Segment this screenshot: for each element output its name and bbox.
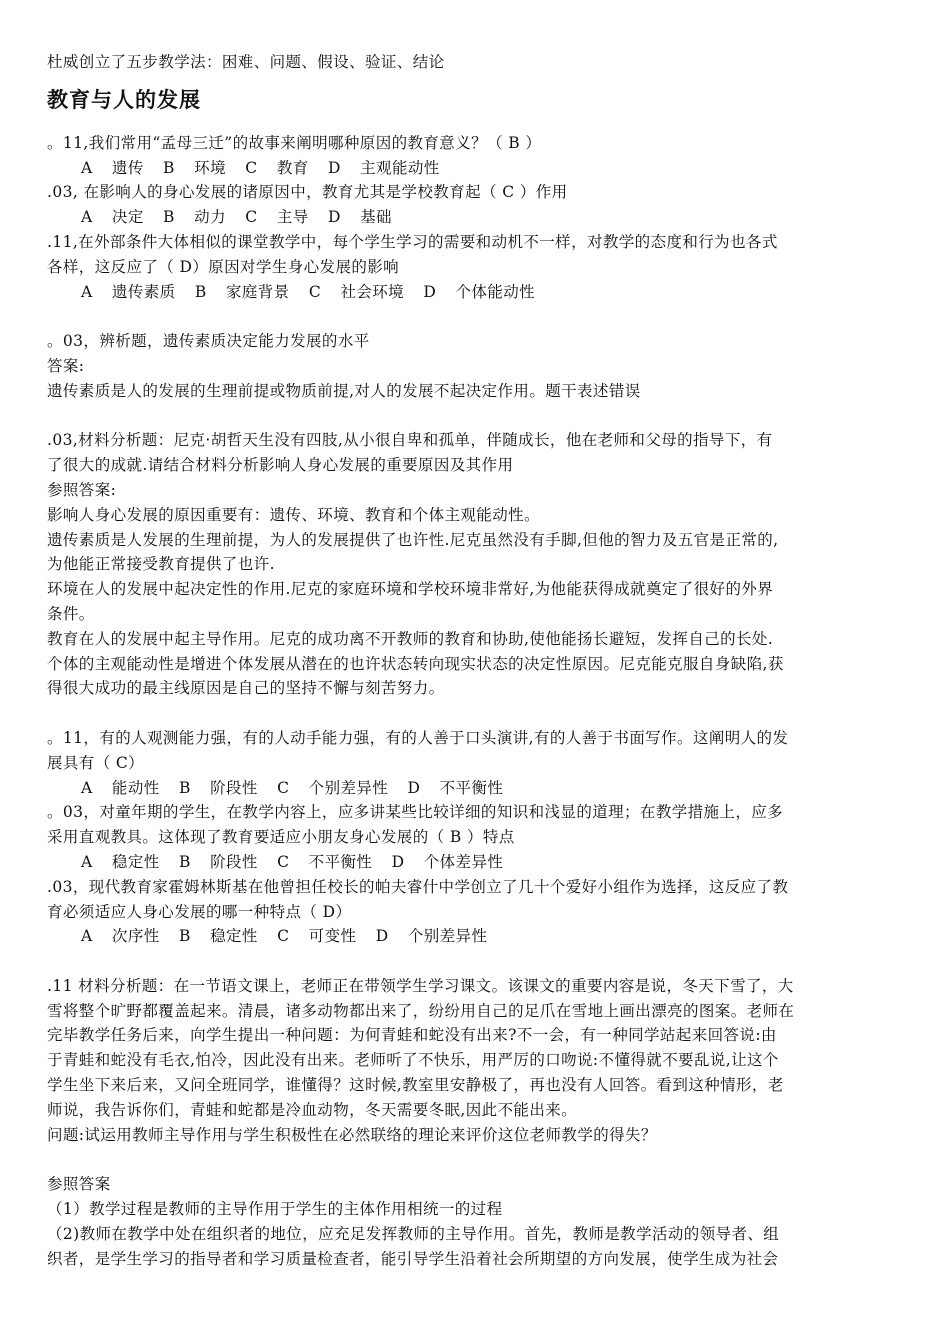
spacer: [47, 1147, 907, 1172]
question-9: [47, 974, 907, 1272]
question-text: 问题:试运用教师主导作用与学生积极性在必然联络的理论来评价这位老师教学的得失？: [47, 1125, 657, 1144]
section-title: 教育与人的发展: [47, 87, 201, 112]
question-stem-line: 。03，对童年期的学生，在教学内容上，应多讲某些比较详细的知识和浅显的道理；在教学措施上，应多: [47, 803, 784, 822]
question-3: [47, 230, 907, 304]
answer-label: 答案:: [47, 356, 85, 375]
answer-label: 参照答案:: [47, 480, 117, 499]
question-stem-line: 采用直观教具。这体现了教育要适应小朋友身心发展的（ B ）特点: [47, 828, 515, 847]
question-stem-line: .03,材料分析题：尼克·胡哲天生没有四肢,从小很自卑和孤单，伴随成长，他在老师和父母的指导下，有: [47, 431, 773, 450]
material-line: 师说，我告诉你们，青蛙和蛇都是冷血动物，冬天需要冬眠,因此不能出来。: [47, 1100, 578, 1119]
question-1: [47, 131, 907, 181]
question-options: A 遗传 B 环境 C 教育 D 主观能动性: [81, 158, 440, 177]
question-stem-line: 展具有（ C）: [47, 753, 145, 772]
answer-text: 织者，是学生学习的指导者和学习质量检查者，能引导学生沿着社会所期望的方向发展，使学生成为社会: [47, 1249, 779, 1268]
answer-text: 得很大成功的最主线原因是自己的坚持不懈与刻苦努力。: [47, 679, 445, 698]
answer-text: 教育在人的发展中起主导作用。尼克的成功离不开教师的教育和协助,使他能扬长避短，发挥自己的长处.: [47, 629, 774, 648]
question-5: [47, 428, 907, 701]
answer-text: 遗传素质是人的发展的生理前提或物质前提,对人的发展不起决定作用。题干表述错误: [47, 381, 641, 400]
material-line: 学生坐下来后来，又问全班同学，谁懂得？这时候,教室里安静极了，再也没有人回答。看到这种情形，老: [47, 1076, 784, 1095]
question-8: [47, 875, 907, 949]
question-stem-line: 。11，有的人观测能力强，有的人动手能力强，有的人善于口头演讲,有的人善于书面写作。这阐明人的发: [47, 728, 789, 747]
question-options: A 决定 B 动力 C 主导 D 基础: [81, 208, 392, 227]
question-stem-line: 了很大的成就.请结合材料分析影响人身心发展的重要原因及其作用: [47, 456, 514, 475]
material-line: 完毕教学任务后来，向学生提出一种问题：为何青蛙和蛇没有出来?不一会，有一种同学站起来回答说:由: [47, 1026, 777, 1045]
question-options: A 能动性 B 阶段性 C 个别差异性 D 不平衡性: [81, 778, 504, 797]
answer-text: 个体的主观能动性是增进个体发展从潜在的也许状态转向现实状态的决定性原因。尼克能克服自身缺陷,获: [47, 654, 784, 673]
question-4: [47, 329, 907, 403]
spacer: [47, 304, 907, 329]
spacer: [47, 949, 907, 974]
question-stem-line: 育必须适应人身心发展的哪一种特点（ D）: [47, 902, 352, 921]
spacer: [47, 701, 907, 726]
question-stem-line: .11,在外部条件大体相似的课堂教学中，每个学生学习的需要和动机不一样，对教学的态度和行为也各式: [47, 232, 778, 251]
question-7: [47, 800, 907, 874]
question-options: A 稳定性 B 阶段性 C 不平衡性 D 个体差异性: [81, 852, 504, 871]
spacer: [47, 404, 907, 429]
question-stem: .03, 在影响人的身心发展的诸原因中，教育尤其是学校教育起（ C ）作用: [47, 183, 568, 202]
answer-text: （1）教学过程是教师的主导作用于学生的主体作用相统一的过程: [47, 1200, 503, 1219]
answer-text: （2)教师在教学中处在组织者的地位，应充足发挥教师的主导作用。首先，教师是教学活动的领导者、组: [47, 1224, 780, 1243]
question-stem: 。11,我们常用“孟母三迁”的故事来阐明哪种原因的教育意义？（ B ）: [47, 133, 542, 152]
question-6: [47, 726, 907, 800]
answer-text: 条件。: [47, 604, 95, 623]
answer-text: 遗传素质是人发展的生理前提，为人的发展提供了也许性.尼克虽然没有手脚,但他的智力及五官是正常的,: [47, 530, 779, 549]
question-options: A 遗传素质 B 家庭背景 C 社会环境 D 个体能动性: [81, 282, 536, 301]
question-stem-line: .03，现代教育家霍姆林斯基在他曾担任校长的帕夫睿什中学创立了几十个爱好小组作为选择，这反应了教: [47, 877, 789, 896]
document-page: [47, 50, 907, 1271]
question-stem-line: 各样，这反应了（ D）原因对学生身心发展的影响: [47, 257, 400, 276]
question-2: [47, 180, 907, 230]
material-line: .11 材料分析题：在一节语文课上，老师正在带领学生学习课文。该课文的重要内容是说，冬天下雪了，大: [47, 976, 794, 995]
material-line: 于青蛙和蛇没有毛衣,怕冷，因此没有出来。老师听了不快乐，用严厉的口吻说:不懂得就不要乱说,让这个: [47, 1051, 779, 1070]
answer-text: 环境在人的发展中起决定性的作用.尼克的家庭环境和学校环境非常好,为他能获得成就奠定了很好的外界: [47, 580, 774, 599]
answer-text: 影响人身心发展的原因重要有：遗传、环境、教育和个体主观能动性。: [47, 505, 540, 524]
answer-label: 参照答案: [47, 1175, 111, 1194]
material-line: 雪将整个旷野都覆盖起来。清晨，诸多动物都出来了，纷纷用自己的足爪在雪地上画出漂亮的图案。老师在: [47, 1001, 795, 1020]
intro-line: 杜威创立了五步教学法：困难、问题、假设、验证、结论: [47, 53, 445, 71]
answer-text: 为他能正常接受教育提供了也许.: [47, 555, 275, 574]
question-options: A 次序性 B 稳定性 C 可变性 D 个别差异性: [81, 927, 488, 946]
question-stem: 。03，辨析题，遗传素质决定能力发展的水平: [47, 332, 370, 351]
